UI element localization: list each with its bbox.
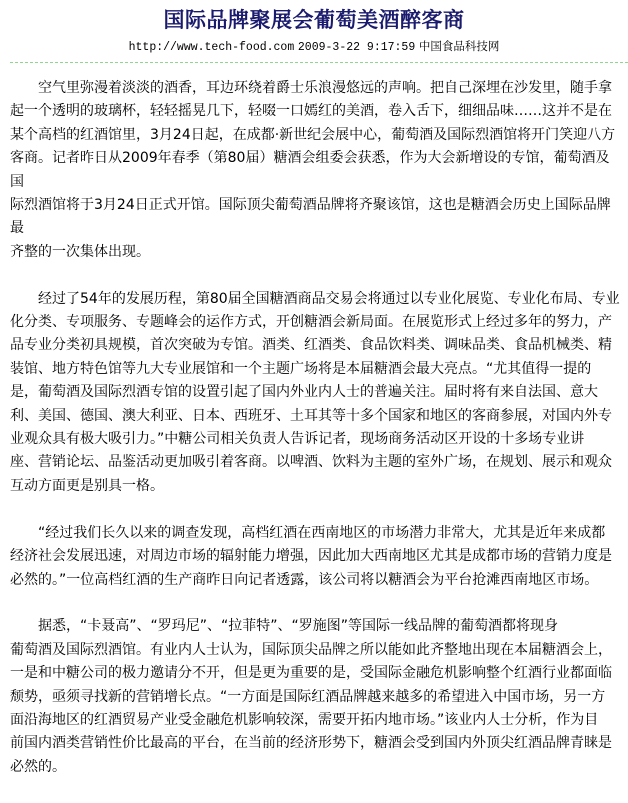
- paragraph-line: 互动方面更是别具一格。: [10, 477, 164, 494]
- paragraph-line: 客商。记者昨日从2009年春季（第80届）糖酒会组委会获悉，作为大会新增设的专馆，葡萄酒及国: [10, 150, 610, 190]
- paragraph-line: 业观众具有极大吸引力。”中糖公司相关负责人告诉记者，现场商务活动区开设的十多场专业讲: [10, 431, 585, 448]
- paragraph-line: 起一个透明的玻璃杯，轻轻摇晃几下，轻啜一口嫣红的美酒，卷入舌下，细细品味……这并不是在: [10, 103, 612, 120]
- paragraph-line: 葡萄酒及国际烈酒馆。有业内人士认为，国际顶尖品牌之所以能如此齐整地出现在本届糖酒会上，: [10, 641, 612, 658]
- paragraph-line: 是，葡萄酒及国际烈酒专馆的设置引起了国内外业内人士的普遍关注。届时将有来自法国、意大: [10, 384, 598, 401]
- paragraph-line: 颓势，亟须寻找新的营销增长点。“一方面是国际红酒品牌越来越多的希望进入中国市场，另一方: [10, 688, 606, 705]
- paragraph-line: 必然的。”一位高档红酒的生产商昨日向记者透露，该公司将以糖酒会为平台抢滩西南地区市场。: [10, 571, 599, 588]
- article-paragraph: [10, 77, 622, 264]
- article-meta: [0, 38, 628, 56]
- paragraph-line: 装馆、地方特色馆等九大专业展馆和一个主题广场将是本届糖酒会最大亮点。“尤其值得一提的: [10, 360, 592, 377]
- paragraph-line: 利、美国、德国、澳大利亚、日本、西班牙、土耳其等十多个国家和地区的客商参展，对国内外专: [10, 407, 612, 424]
- paragraph-line: 一是和中糖公司的极力邀请分不开，但是更为重要的是，受国际金融危机影响整个红酒行业都面临: [10, 665, 612, 682]
- paragraph-line: 面沿海地区的红酒贸易产业受金融危机影响较深，需要开拓内地市场。”该业内人士分析，作为目: [10, 711, 599, 728]
- article-paragraph: [10, 288, 622, 499]
- divider: [10, 62, 628, 63]
- paragraph-line: 经济社会发展迅速，对周边市场的辐射能力增强，因此加大西南地区尤其是成都市场的营销力度是: [10, 548, 612, 565]
- paragraph-line: 际烈酒馆将于3月24日正式开馆。国际顶尖葡萄酒品牌将齐聚该馆，这也是糖酒会历史上国际品牌最: [10, 197, 611, 237]
- paragraph-line: 空气里弥漫着淡淡的酒香，耳边环绕着爵士乐浪漫悠远的声响。把自己深埋在沙发里，随手拿: [10, 80, 612, 96]
- article-paragraph: [10, 615, 622, 779]
- paragraph-line: 必然的。: [10, 758, 66, 775]
- article-paragraph: [10, 522, 622, 592]
- paragraph-line: 品专业分类初具规模，首次突破为专馆。酒类、红酒类、食品饮料类、调味品类、食品机械类、精: [10, 337, 612, 354]
- source-name: 中国食品科技网: [418, 39, 500, 53]
- paragraph-line: 座、营销论坛、品鉴活动更加吸引着客商。以啤酒、饮料为主题的室外广场，在规划、展示和观众: [10, 454, 612, 471]
- paragraph-line: 化分类、专项服务、专题峰会的运作方式，开创糖酒会新局面。在展览形式上经过多年的努力，产: [10, 314, 612, 331]
- paragraph-line: 齐整的一次集体出现。: [10, 243, 150, 260]
- source-url: http://www.tech-food.com: [128, 41, 295, 54]
- article-title: 国际品牌聚展会葡萄美酒醉客商: [163, 8, 465, 32]
- paragraph-line: 经过了54年的发展历程，第80届全国糖酒商品交易会将通过以专业化展览、专业化布局、专业: [10, 290, 620, 307]
- publish-datetime: 2009-3-22 9:17:59: [297, 41, 416, 54]
- paragraph-line: 前国内酒类营销性价比最高的平台，在当前的经济形势下，糖酒会受到国内外顶尖红酒品牌青睐是: [10, 735, 612, 752]
- paragraph-line: 某个高档的红酒馆里，3月24日起，在成都·新世纪会展中心，葡萄酒及国际烈酒馆将开门笑迎八方: [10, 126, 616, 143]
- paragraph-line: “经过我们长久以来的调查发现，高档红酒在西南地区的市场潜力非常大，尤其是近年来成都: [10, 524, 606, 541]
- article-body: [10, 77, 622, 779]
- paragraph-line: 据悉，“卡聂高”、“罗玛尼”、“拉菲特”、“罗施图”等国际一线品牌的葡萄酒都将现身: [10, 618, 559, 635]
